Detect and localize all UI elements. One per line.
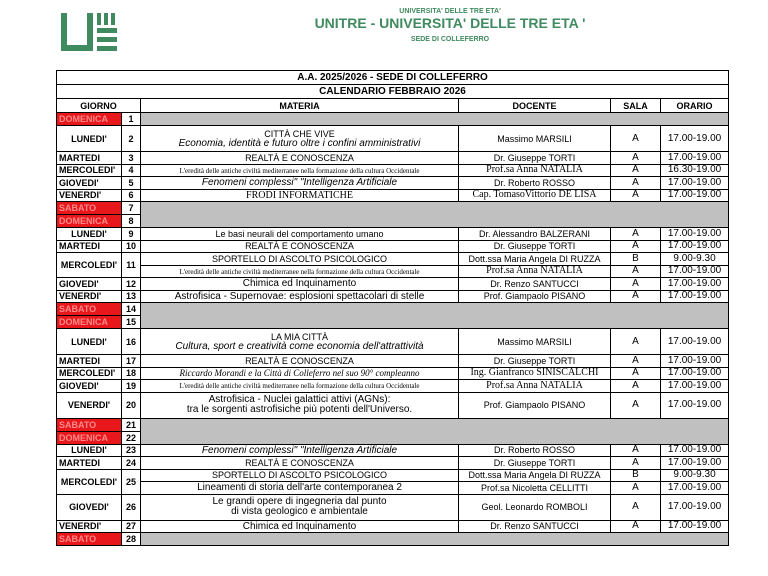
teacher: Dr. Renzo SANTUCCI	[459, 278, 611, 291]
subject-cell	[141, 444, 459, 457]
table-row-weekend	[57, 303, 729, 316]
teacher: Dr. Giuseppe TORTI	[459, 355, 611, 368]
time: 17.00-19.00	[661, 444, 729, 457]
day-number: 8	[122, 215, 141, 228]
subject-cell	[141, 278, 459, 291]
col-header-sala: SALA	[611, 99, 661, 113]
room: A	[611, 189, 661, 202]
table-row	[57, 253, 729, 266]
day-number: 11	[122, 253, 141, 278]
day-number: 26	[122, 494, 141, 520]
room: A	[611, 380, 661, 393]
day-number: 13	[122, 290, 141, 303]
teacher: Dr. Roberto ROSSO	[459, 177, 611, 190]
day-number: 2	[122, 126, 141, 152]
room: A	[611, 457, 661, 470]
table-row	[57, 329, 729, 355]
subject-title: REALTÀ E CONOSCENZA	[245, 152, 354, 163]
col-header-orario: ORARIO	[661, 99, 729, 113]
table-row	[57, 367, 729, 380]
teacher: Dott.ssa Maria Angela DI RUZZA	[459, 253, 611, 266]
day-name: GIOVEDI'	[57, 494, 122, 520]
table-subtitle: CALENDARIO FEBBRAIO 2026	[57, 85, 729, 99]
day-name: MARTEDI	[57, 240, 122, 253]
subject-title: Chimica ed Inquinamento	[242, 520, 357, 532]
table-row	[57, 444, 729, 457]
col-header-giorno: GIORNO	[57, 99, 141, 113]
subject-title: SPORTELLO DI ASCOLTO PSICOLOGICO	[211, 470, 388, 481]
subject-cell	[141, 290, 459, 303]
table-row	[57, 494, 729, 520]
room: A	[611, 278, 661, 291]
weekend-empty-cell	[141, 418, 729, 431]
day-number: 4	[122, 164, 141, 177]
teacher: Dr. Giuseppe TORTI	[459, 152, 611, 165]
room: B	[611, 253, 661, 266]
calendar-table	[56, 70, 729, 546]
day-number: 25	[122, 469, 141, 494]
subject-cell	[141, 355, 459, 368]
subject-title: Lineamenti di storia dell'arte contemporanea 2	[197, 482, 402, 494]
table-row	[57, 457, 729, 470]
subject-cell	[141, 367, 459, 380]
day-name: SABATO	[57, 202, 122, 215]
teacher: Dr. Roberto ROSSO	[459, 444, 611, 457]
table-row	[57, 355, 729, 368]
subject-cell	[141, 380, 459, 393]
subject-cell	[141, 177, 459, 190]
subject-cell	[141, 228, 459, 241]
unitre-logo	[61, 13, 119, 51]
subject-cell	[141, 189, 459, 202]
subject-subtitle: di vista geologico e ambientale	[231, 506, 368, 517]
day-number: 15	[122, 316, 141, 329]
table-row-weekend	[57, 215, 729, 228]
subject-title: L'eredità delle antiche civiltà mediterranee nella formazione della cultura Occidentale	[179, 382, 420, 391]
table-row-weekend	[57, 431, 729, 444]
subject-cell	[141, 240, 459, 253]
day-name: MERCOLEDI'	[57, 367, 122, 380]
teacher: Geol. Leonardo ROMBOLI	[459, 494, 611, 520]
day-name: SABATO	[57, 533, 122, 546]
table-row	[57, 189, 729, 202]
day-name: LUNEDI'	[57, 126, 122, 152]
day-name: MARTEDI	[57, 457, 122, 470]
subject-title: REALTÀ E CONOSCENZA	[245, 241, 354, 252]
teacher: Prof.sa Nicoletta CELLITTI	[459, 482, 611, 495]
subject-cell	[141, 126, 459, 152]
table-row	[57, 278, 729, 291]
subject-cell	[141, 253, 459, 266]
day-name: LUNEDI'	[57, 228, 122, 241]
day-name: LUNEDI'	[57, 444, 122, 457]
time: 17.00-19.00	[661, 457, 729, 470]
subject-cell	[141, 457, 459, 470]
day-number: 7	[122, 202, 141, 215]
table-row	[57, 126, 729, 152]
day-name: MARTEDI	[57, 152, 122, 165]
time: 17.00-19.00	[661, 290, 729, 303]
day-number: 1	[122, 113, 141, 126]
day-name: DOMENICA	[57, 113, 122, 126]
table-row	[57, 265, 729, 278]
day-number: 5	[122, 177, 141, 190]
table-row-weekend	[57, 316, 729, 329]
time: 17.00-19.00	[661, 392, 729, 418]
day-name: VENERDI'	[57, 189, 122, 202]
room: A	[611, 482, 661, 495]
day-number: 19	[122, 380, 141, 393]
time: 17.00-19.00	[661, 329, 729, 355]
subject-cell	[141, 152, 459, 165]
day-name: MERCOLEDI'	[57, 164, 122, 177]
room: A	[611, 494, 661, 520]
table-row	[57, 380, 729, 393]
weekend-empty-cell	[141, 431, 729, 444]
day-number: 21	[122, 418, 141, 431]
day-name: DOMENICA	[57, 316, 122, 329]
teacher: Prof.sa Anna NATALIA	[459, 265, 611, 278]
teacher: Cap. TomasoVittorio DE LISA	[459, 189, 611, 202]
room: A	[611, 520, 661, 533]
header-title: UNITRE - UNIVERSITA' DELLE TRE ETA '	[314, 15, 586, 31]
time: 17.00-19.00	[661, 152, 729, 165]
table-row	[57, 520, 729, 533]
table-row-weekend	[57, 533, 729, 546]
day-number: 18	[122, 367, 141, 380]
table-row	[57, 392, 729, 418]
weekend-empty-cell	[141, 303, 729, 316]
day-name: GIOVEDI'	[57, 177, 122, 190]
room: A	[611, 444, 661, 457]
day-name: GIOVEDI'	[57, 380, 122, 393]
subject-title: Fenomeni complessi" "Intelligenza Artificiale	[201, 177, 398, 189]
weekend-empty-cell	[141, 202, 729, 215]
day-number: 27	[122, 520, 141, 533]
room: A	[611, 126, 661, 152]
day-number: 24	[122, 457, 141, 470]
day-name: GIOVEDI'	[57, 278, 122, 291]
room: A	[611, 152, 661, 165]
weekend-empty-cell	[141, 533, 729, 546]
subject-subtitle: Economia, identità e futuro oltre i confini amministrativi	[178, 137, 421, 149]
day-number: 23	[122, 444, 141, 457]
teacher: Massimo MARSILI	[459, 126, 611, 152]
room: A	[611, 290, 661, 303]
time: 17.00-19.00	[661, 482, 729, 495]
time: 9.00-9.30	[661, 469, 729, 482]
subject-title: REALTÀ E CONOSCENZA	[245, 355, 354, 366]
time: 17.00-19.00	[661, 177, 729, 190]
time: 17.00-19.00	[661, 189, 729, 202]
time: 17.00-19.00	[661, 228, 729, 241]
time: 17.00-19.00	[661, 520, 729, 533]
header-location: SEDE DI COLLEFERRO	[410, 36, 490, 43]
subject-title: Fenomeni complessi" "Intelligenza Artificiale	[201, 444, 398, 456]
room: A	[611, 392, 661, 418]
subject-title: L'eredità delle antiche civiltà mediterranee nella formazione della cultura Occidentale	[179, 267, 420, 276]
time: 17.00-19.00	[661, 380, 729, 393]
subject-title: Astrofisica - Supernovae: esplosioni spettacolari di stelle	[174, 290, 425, 302]
teacher: Dr. Renzo SANTUCCI	[459, 520, 611, 533]
subject-title: L'eredità delle antiche civiltà mediterranee nella formazione della cultura Occidentale	[179, 166, 420, 175]
teacher: Dr. Giuseppe TORTI	[459, 240, 611, 253]
day-number: 14	[122, 303, 141, 316]
subject-subtitle: Cultura, sport e creatività come economia dell'attrattività	[175, 340, 424, 352]
room: A	[611, 367, 661, 380]
room: A	[611, 228, 661, 241]
teacher: Prof. Giampaolo PISANO	[459, 290, 611, 303]
subject-title: Riccardo Morandi e la Città di Colleferro nel suo 90° compleanno	[179, 368, 420, 379]
room: A	[611, 240, 661, 253]
table-row-weekend	[57, 113, 729, 126]
time: 9.00-9.30	[661, 253, 729, 266]
weekend-empty-cell	[141, 316, 729, 329]
table-row	[57, 290, 729, 303]
table-row	[57, 482, 729, 495]
time: 17.00-19.00	[661, 367, 729, 380]
teacher: Dr. Giuseppe TORTI	[459, 457, 611, 470]
time: 17.00-19.00	[661, 265, 729, 278]
teacher: Ing. Gianfranco SINISCALCHI	[459, 367, 611, 380]
subject-title: Le grandi opere di ingegneria dal punto	[212, 496, 387, 507]
table-row	[57, 469, 729, 482]
weekend-empty-cell	[141, 113, 729, 126]
subject-cell	[141, 494, 459, 520]
room: A	[611, 355, 661, 368]
time: 17.00-19.00	[661, 355, 729, 368]
teacher: Dr. Alessandro BALZERANI	[459, 228, 611, 241]
table-row-weekend	[57, 418, 729, 431]
subject-title: Le basi neurali del comportamento umano	[215, 228, 384, 239]
subject-title: Chimica ed Inquinamento	[242, 278, 357, 290]
day-name: SABATO	[57, 303, 122, 316]
day-name: VENERDI'	[57, 392, 122, 418]
day-number: 9	[122, 228, 141, 241]
table-row	[57, 228, 729, 241]
subject-cell	[141, 392, 459, 418]
subject-cell	[141, 520, 459, 533]
room: A	[611, 164, 661, 177]
day-name: MARTEDI	[57, 355, 122, 368]
subject-title: CITTÀ CHE VIVE	[264, 128, 335, 139]
room: A	[611, 329, 661, 355]
table-row	[57, 152, 729, 165]
day-number: 10	[122, 240, 141, 253]
day-name: VENERDI'	[57, 290, 122, 303]
teacher: Prof.sa Anna NATALIA	[459, 380, 611, 393]
time: 17.00-19.00	[661, 494, 729, 520]
room: A	[611, 177, 661, 190]
day-number: 6	[122, 189, 141, 202]
day-name: VENERDI'	[57, 520, 122, 533]
day-number: 3	[122, 152, 141, 165]
time: 16.30-19.00	[661, 164, 729, 177]
subject-cell	[141, 265, 459, 278]
day-number: 28	[122, 533, 141, 546]
table-row	[57, 240, 729, 253]
day-name: SABATO	[57, 418, 122, 431]
day-name: LUNEDI'	[57, 329, 122, 355]
teacher: Dott.ssa Maria Angela DI RUZZA	[459, 469, 611, 482]
header-subtitle: UNIVERSITA' DELLE TRE ETA'	[399, 8, 501, 15]
subject-cell	[141, 469, 459, 482]
subject-subtitle: tra le sorgenti astrofisiche più potenti dell'Universo.	[186, 404, 413, 415]
subject-title: Astrofisica - Nuclei galattici attivi (AGNs):	[208, 394, 391, 405]
room: A	[611, 265, 661, 278]
time: 17.00-19.00	[661, 126, 729, 152]
col-header-docente: DOCENTE	[459, 99, 611, 113]
day-number: 16	[122, 329, 141, 355]
subject-title: SPORTELLO DI ASCOLTO PSICOLOGICO	[211, 253, 388, 264]
day-name: MERCOLEDI'	[57, 469, 122, 494]
day-name: DOMENICA	[57, 431, 122, 444]
time: 17.00-19.00	[661, 278, 729, 291]
day-number: 17	[122, 355, 141, 368]
table-title: A.A. 2025/2026 - SEDE DI COLLEFERRO	[57, 71, 729, 85]
room: B	[611, 469, 661, 482]
subject-cell	[141, 164, 459, 177]
subject-title: REALTÀ E CONOSCENZA	[245, 457, 354, 468]
table-row	[57, 177, 729, 190]
subject-cell	[141, 329, 459, 355]
weekend-empty-cell	[141, 215, 729, 228]
day-number: 22	[122, 431, 141, 444]
table-row-weekend	[57, 202, 729, 215]
day-number: 12	[122, 278, 141, 291]
day-name: DOMENICA	[57, 215, 122, 228]
teacher: Prof.sa Anna NATALIA	[459, 164, 611, 177]
subject-title: LA MIA CITTÀ	[270, 331, 328, 342]
teacher: Prof. Giampaolo PISANO	[459, 392, 611, 418]
teacher: Massimo MARSILI	[459, 329, 611, 355]
subject-cell	[141, 482, 459, 495]
time: 17.00-19.00	[661, 240, 729, 253]
day-name: MERCOLEDI'	[57, 253, 122, 278]
subject-title: FRODI INFORMATICHE	[246, 189, 353, 201]
table-row	[57, 164, 729, 177]
col-header-materia: MATERIA	[141, 99, 459, 113]
day-number: 20	[122, 392, 141, 418]
